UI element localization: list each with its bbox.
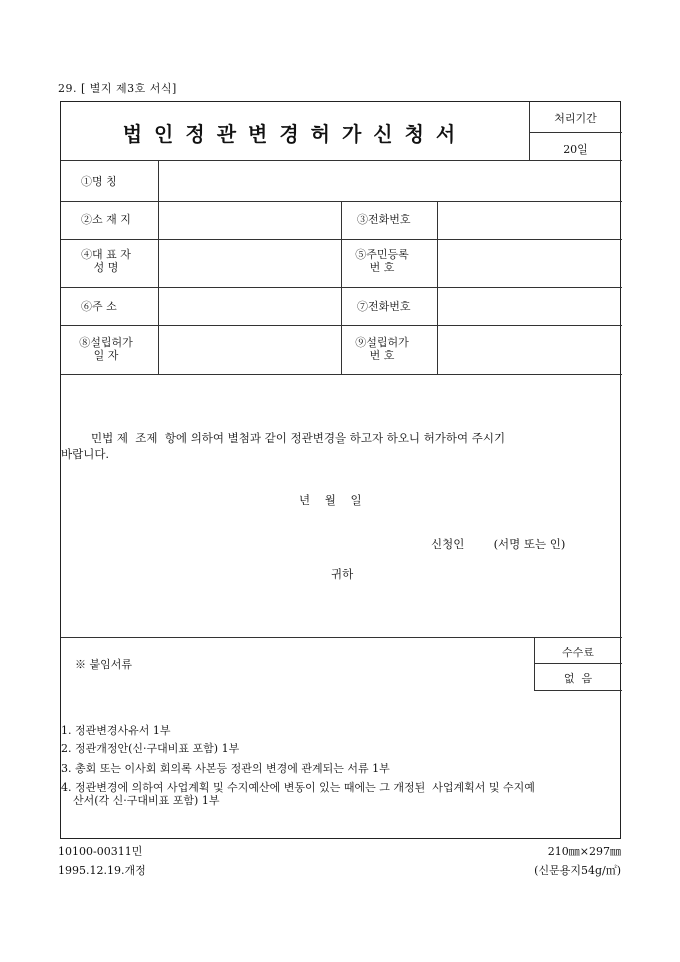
attachment-item: 3. 총회 또는 이사회 회의록 사본등 정관의 변경에 관계되는 서류 1부 — [61, 762, 390, 775]
location-field[interactable] — [159, 202, 340, 238]
name-label: ①명 칭 — [81, 175, 117, 188]
paper-size: 210㎜×297㎜ — [547, 845, 621, 858]
est-number-label-line2: 번 호 — [369, 349, 395, 362]
location-label: ②소 재 지 — [81, 213, 131, 226]
application-date: 년 월 일 — [299, 493, 362, 507]
statement-line1: 민법 제 조제 항에 의하여 별첨과 같이 정관변경을 하고자 하오니 허가하여 주시기 — [91, 431, 506, 445]
processing-period-value: 20일 — [563, 143, 588, 156]
est-date-field[interactable] — [159, 326, 340, 373]
rrn-field[interactable] — [438, 240, 621, 286]
rrn-label-line2: 번 호 — [369, 261, 395, 274]
name-field[interactable] — [159, 161, 621, 200]
attachment-item: 4. 정관변경에 의하여 사업계획 및 수지예산에 변동이 있는 때에는 그 개정된 사업계획서 및 수지예 — [61, 781, 535, 794]
est-date-label-line2: 일 자 — [93, 349, 119, 362]
addressee: 귀하 — [331, 567, 354, 581]
est-date-label-line1: ⑧설립허가 — [79, 336, 133, 349]
revision-date: 1995.12.19.개정 — [58, 864, 146, 877]
est-number-label-line1: ⑨설립허가 — [355, 336, 409, 349]
attachment-item-continued: 산서(각 신·구대비표 포함) 1부 — [73, 794, 220, 807]
representative-label-line2: 성 명 — [93, 261, 119, 274]
applicant-signature: 신청인 (서명 또는 인) — [431, 537, 566, 551]
phone2-label: ⑦전화번호 — [357, 300, 411, 313]
est-number-field[interactable] — [438, 326, 621, 373]
representative-label-line1: ④대 표 자 — [81, 248, 131, 261]
fee-value: 없 음 — [563, 672, 593, 685]
form-code: 10100-00311민 — [58, 845, 143, 858]
form-number: 29. [ 별지 제3호 서식] — [58, 82, 177, 95]
attachment-item: 2. 정관개정안(신·구대비표 포함) 1부 — [61, 742, 240, 755]
address-field[interactable] — [159, 288, 340, 324]
representative-name-field[interactable] — [159, 240, 340, 286]
phone1-field[interactable] — [438, 202, 621, 238]
form-title: 법인정관변경허가신청서 — [122, 122, 468, 146]
application-form — [60, 101, 621, 839]
rrn-label-line1: ⑤주민등록 — [355, 248, 409, 261]
attachment-item: 1. 정관변경사유서 1부 — [61, 724, 171, 737]
statement-line2: 바랍니다. — [61, 447, 110, 461]
paper-type: (신문용지54g/㎡) — [534, 864, 621, 877]
fee-label: 수수료 — [562, 646, 594, 659]
phone2-field[interactable] — [438, 288, 621, 324]
phone1-label: ③전화번호 — [357, 213, 411, 226]
processing-period-label: 처리기간 — [554, 112, 597, 125]
attachments-label: ※ 붙임서류 — [75, 658, 133, 671]
address-label: ⑥주 소 — [81, 300, 117, 313]
